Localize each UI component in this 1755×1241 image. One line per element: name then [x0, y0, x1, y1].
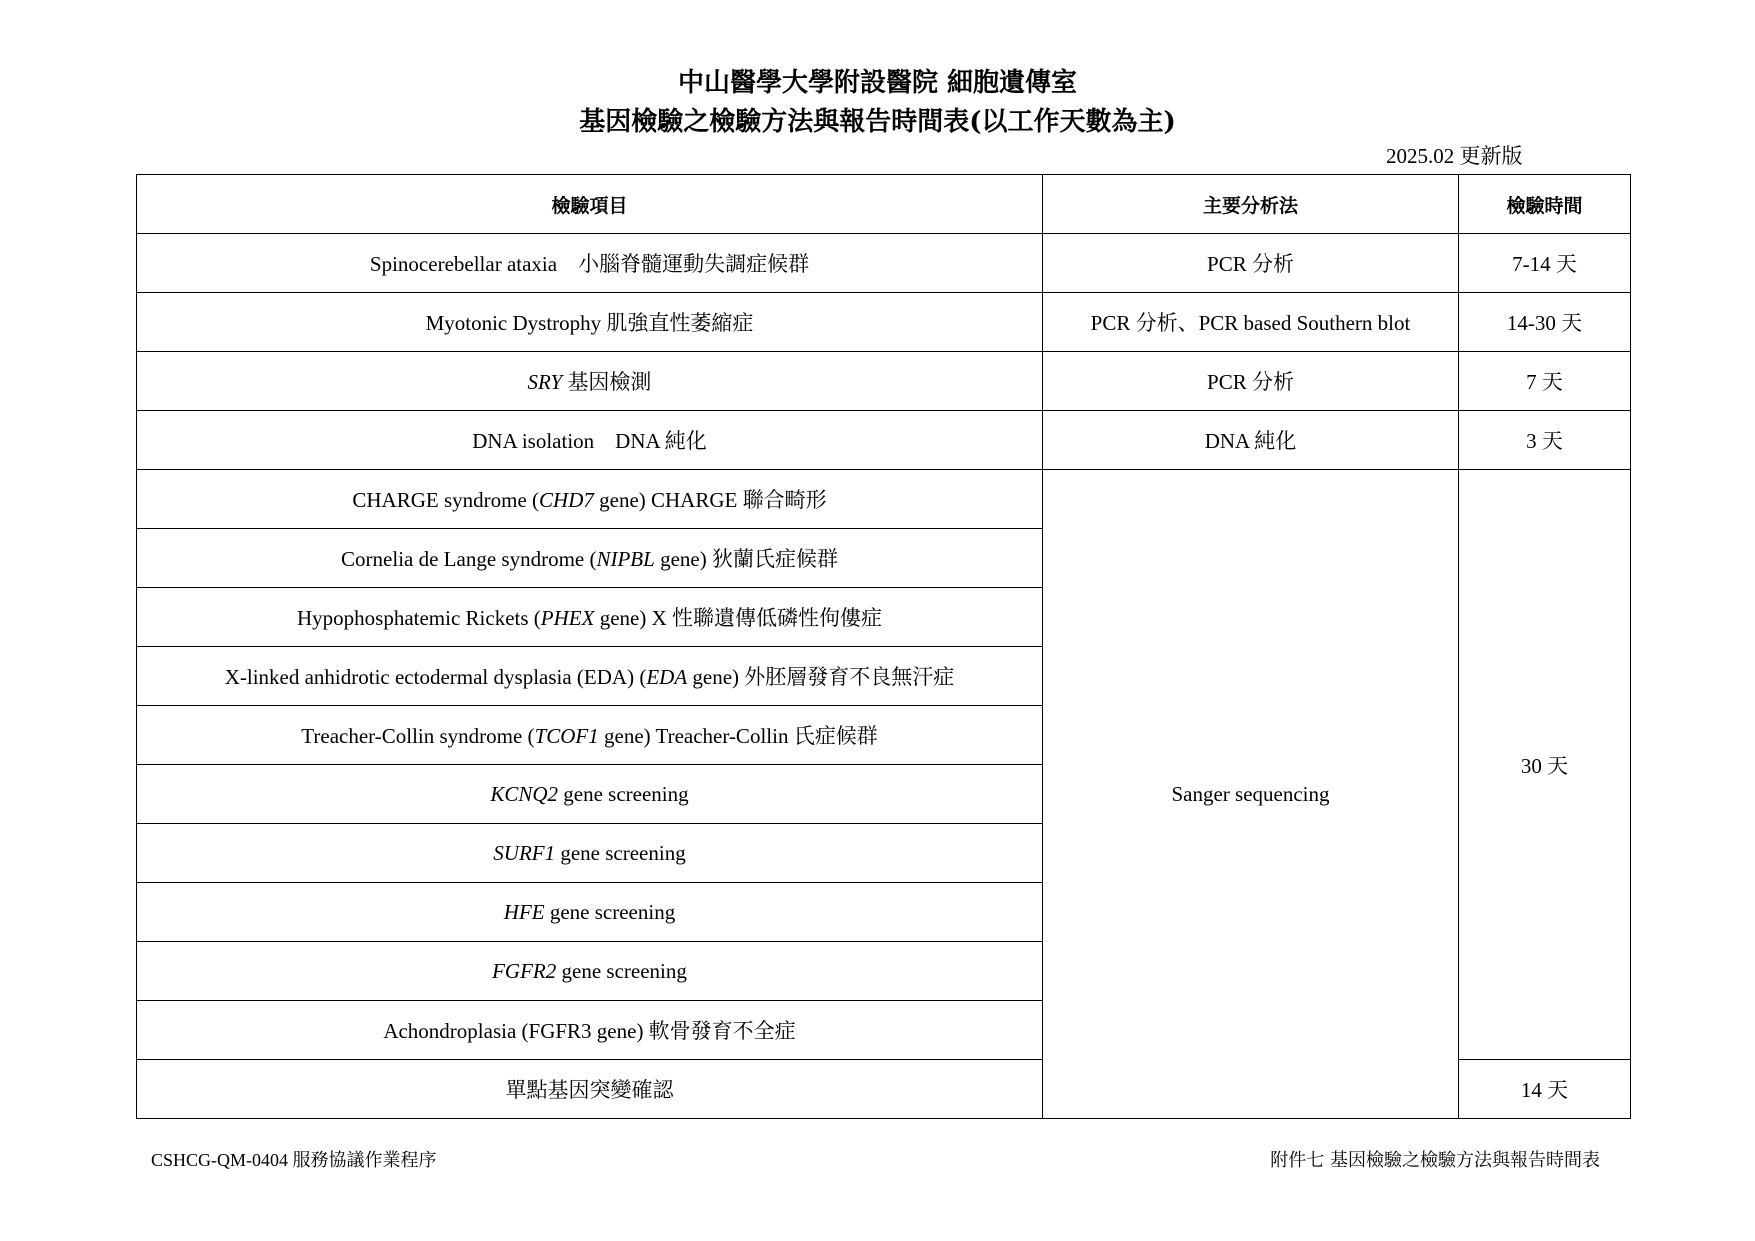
test-method: PCR 分析 — [1043, 234, 1459, 293]
test-item-text: gene screening — [544, 899, 676, 924]
test-item-text: gene screening — [556, 958, 687, 983]
test-method: PCR 分析 — [1043, 352, 1459, 411]
test-item-text: gene) X 性聯遺傳低磷性佝僂症 — [594, 606, 882, 630]
test-item-text: CHARGE syndrome ( — [352, 488, 540, 512]
test-item — [137, 588, 1043, 647]
test-time: 14 天 — [1459, 1060, 1631, 1119]
test-item-text: X-linked anhidrotic ectodermal dysplasia (EDA) ( — [224, 665, 647, 689]
table-row — [137, 352, 1631, 411]
version-label: 2025.02 更新版 — [1386, 144, 1523, 168]
test-item — [137, 529, 1043, 588]
test-item: Achondroplasia (FGFR3 gene) 軟骨發育不全症 — [137, 1001, 1043, 1060]
footer-attachment-label: 附件七 基因檢驗之檢驗方法與報告時間表 — [1270, 1150, 1600, 1171]
test-item-text: gene) 外胚層發育不良無汗症 — [687, 665, 955, 689]
test-time: 7-14 天 — [1459, 234, 1631, 293]
test-time: 3 天 — [1459, 411, 1631, 470]
test-item-text: gene) CHARGE 聯合畸形 — [593, 488, 827, 512]
test-item — [137, 706, 1043, 765]
document-subtitle: 基因檢驗之檢驗方法與報告時間表(以工作天數為主) — [579, 107, 1176, 137]
column-header-item: 檢驗項目 — [137, 175, 1043, 234]
merged-time-cell: 30 天 — [1459, 470, 1631, 1060]
test-item — [137, 470, 1043, 529]
test-item-text: Cornelia de Lange syndrome ( — [341, 547, 597, 571]
test-item — [137, 942, 1043, 1001]
test-item: 單點基因突變確認 — [137, 1060, 1043, 1119]
column-header-time: 檢驗時間 — [1459, 175, 1631, 234]
test-item-text: gene) Treacher-Collin 氏症候群 — [598, 724, 878, 748]
table-row — [137, 234, 1631, 293]
table-row — [137, 293, 1631, 352]
test-item-text: Hypophosphatemic Rickets ( — [296, 606, 541, 630]
test-item: DNA isolation DNA 純化 — [137, 411, 1043, 470]
test-item — [137, 883, 1043, 942]
test-item-text: gene screening — [558, 781, 689, 806]
test-method: PCR 分析、PCR based Southern blot — [1043, 293, 1459, 352]
gene-name: FGFR2 — [492, 958, 557, 983]
test-item — [137, 765, 1043, 824]
test-item — [137, 647, 1043, 706]
test-time: 7 天 — [1459, 352, 1631, 411]
column-header-method: 主要分析法 — [1043, 175, 1459, 234]
merged-method-cell: Sanger sequencing — [1043, 470, 1459, 1119]
gene-name: NIPBL — [596, 547, 655, 571]
document-title: 中山醫學大學附設醫院 細胞遺傳室 — [677, 68, 1078, 98]
footer-document-code: CSHCG-QM-0404 服務協議作業程序 — [151, 1150, 437, 1170]
test-item-text: Treacher-Collin syndrome ( — [301, 724, 535, 748]
test-method: DNA 純化 — [1043, 411, 1459, 470]
gene-name: KCNQ2 — [490, 781, 559, 806]
gene-name: SURF1 — [493, 840, 556, 865]
test-item — [137, 824, 1043, 883]
gene-name: HFE — [503, 899, 545, 924]
table-row — [137, 470, 1631, 529]
test-item: Spinocerebellar ataxia 小腦脊髓運動失調症候群 — [137, 234, 1043, 293]
gene-name: PHEX — [540, 606, 595, 630]
table-row — [137, 411, 1631, 470]
gene-name: SRY — [527, 370, 563, 394]
gene-name: EDA — [646, 665, 688, 689]
gene-name: TCOF1 — [534, 724, 599, 748]
table-header-row — [137, 175, 1631, 234]
test-item-text: 基因檢測 — [562, 370, 652, 394]
test-item — [137, 352, 1043, 411]
gene-name: CHD7 — [539, 488, 594, 512]
test-item: Myotonic Dystrophy 肌強直性萎縮症 — [137, 293, 1043, 352]
test-item-text: gene) 狄蘭氏症候群 — [654, 547, 838, 571]
test-item-text: gene screening — [555, 840, 686, 865]
test-schedule-table — [136, 174, 1631, 1119]
test-time: 14-30 天 — [1459, 293, 1631, 352]
